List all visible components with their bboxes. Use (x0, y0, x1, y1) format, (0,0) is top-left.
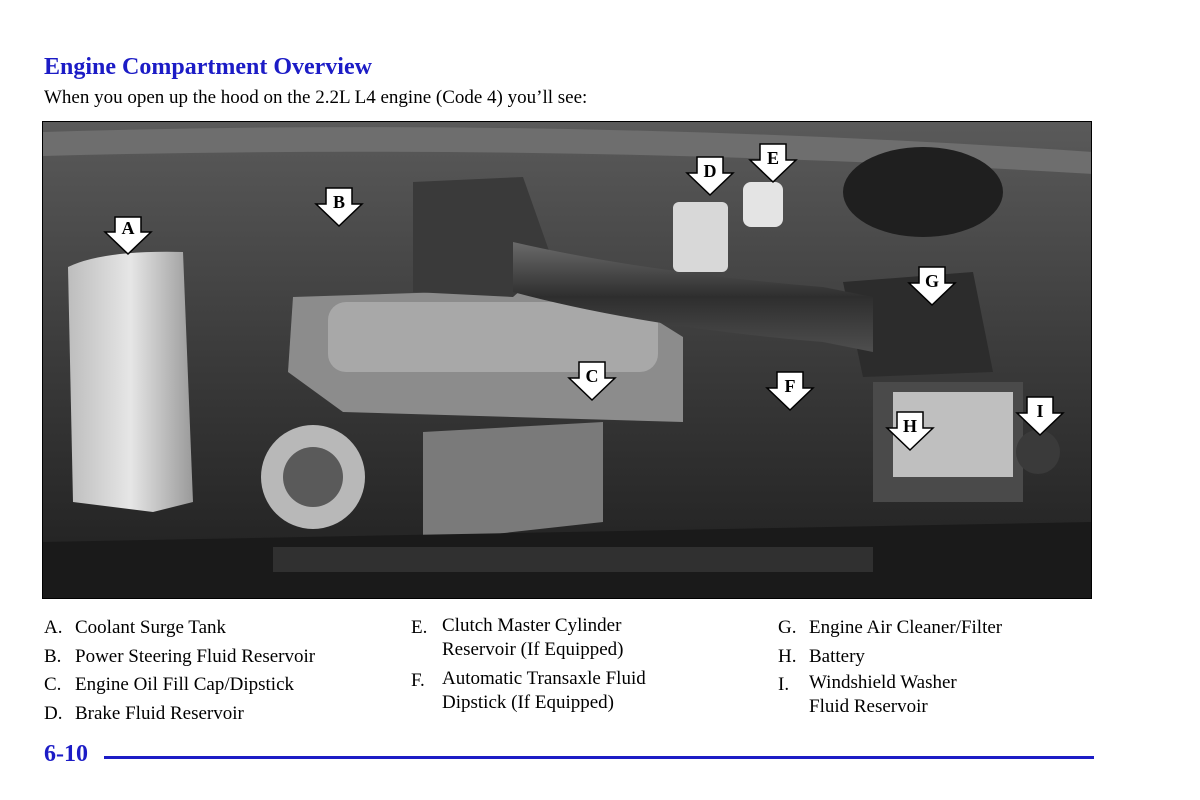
legend-label-line: Reservoir (If Equipped) (442, 639, 624, 660)
legend-label (442, 614, 624, 662)
legend-item (44, 700, 315, 729)
legend-label (442, 667, 646, 715)
page-subtitle: When you open up the hood on the 2.2L L4 engine (Code 4) you’ll see: (44, 87, 588, 108)
legend-key: I. (778, 674, 790, 695)
callout-i-label: I (1036, 401, 1044, 421)
legend-label-line: Dipstick (If Equipped) (442, 692, 615, 713)
legend-label: Battery (809, 645, 865, 667)
legend-label: Engine Air Cleaner/Filter (809, 617, 1003, 638)
legend-key: C. (44, 674, 62, 695)
legend-key: H. (778, 645, 797, 667)
footer-rule (104, 756, 1094, 759)
legend-label: Power Steering Fluid Reservoir (75, 645, 316, 667)
legend-item (411, 667, 646, 715)
legend-item (411, 614, 646, 662)
legend-label (809, 671, 957, 719)
legend-label: Engine Oil Fill Cap/Dipstick (75, 674, 295, 695)
callout-c-label: C (585, 366, 599, 386)
legend-item (778, 614, 1002, 643)
page-number: 6-10 (44, 741, 88, 767)
callout-g-label: G (924, 271, 940, 291)
legend-item (44, 643, 315, 672)
legend-label-line: Automatic Transaxle Fluid (442, 668, 646, 689)
legend-key: B. (44, 645, 62, 667)
callout-a-label: A (121, 218, 135, 238)
legend-item (44, 671, 315, 700)
legend-item (44, 614, 315, 643)
legend-item (778, 671, 1002, 719)
legend-column-3 (778, 614, 1002, 719)
callout-b-label: B (332, 192, 346, 212)
legend-key: G. (778, 617, 797, 638)
callout-e-label: E (766, 148, 780, 168)
legend-label-line: Fluid Reservoir (809, 696, 928, 717)
callout-f-label: F (784, 376, 796, 396)
legend-column-1 (44, 614, 315, 728)
engine-compartment-photo (42, 121, 1092, 599)
legend-key: E. (411, 617, 428, 638)
legend-label-line: Windshield Washer (809, 672, 957, 693)
legend-label: Brake Fluid Reservoir (75, 702, 244, 724)
legend-key: A. (44, 617, 63, 638)
callout-h-label: H (902, 416, 918, 436)
legend-item (778, 643, 1002, 672)
legend-key: D. (44, 702, 63, 724)
legend-label: Coolant Surge Tank (75, 617, 227, 638)
legend-label-line: Clutch Master Cylinder (442, 615, 622, 636)
callout-d-label: D (703, 161, 717, 181)
legend-key: F. (411, 670, 425, 691)
legend-column-2 (411, 614, 646, 715)
page-title: Engine Compartment Overview (44, 54, 372, 80)
